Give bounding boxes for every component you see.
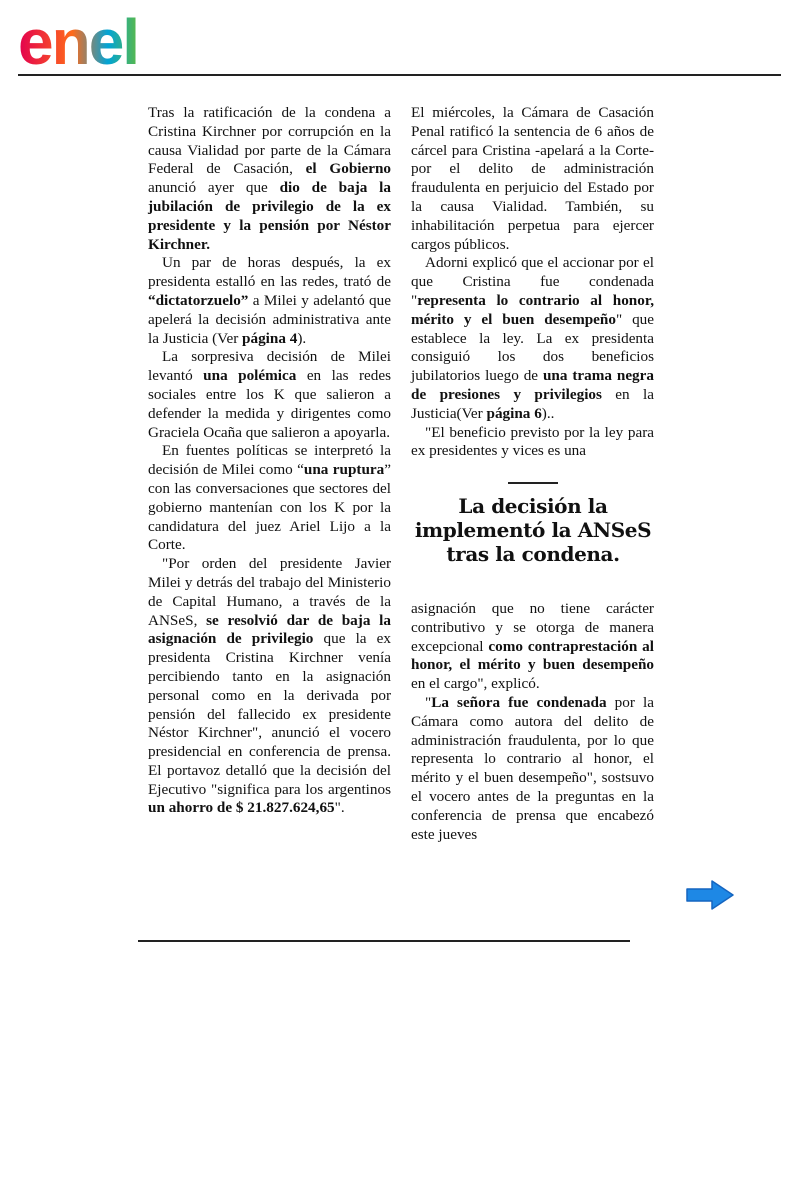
body-text: "El beneficio previsto por la ley para ex presidentes y vices es una: [411, 423, 654, 460]
body-text: en la Justicia(Ver: [411, 385, 654, 422]
body-text: La sorpresiva decisión de Milei levantó: [148, 348, 391, 385]
body-text: asignación que no tiene carácter contributivo y se otorga de manera excepcional: [411, 600, 654, 655]
article-left-column: [148, 104, 391, 818]
header-divider: [18, 74, 781, 76]
body-text: por la Cámara como autora del delito de administración fraudulenta, por lo que representa lo contrario al honor, el mérito y el buen desempeño", sostsuvo el vocero antes de la preguntas en la conferencia de prensa que encabezó este jueves: [411, 693, 654, 843]
logo-text: enel: [18, 8, 139, 70]
bold-text: página 6: [486, 404, 542, 422]
body-text: ".: [334, 799, 345, 817]
body-text: que la ex presidenta Cristina Kirchner venía percibiendo tanto en la asignación personal como en la derivada por pensión del fallecido ex presidente Néstor Kirchner", anunció el vocero presidencial en conferencia de prensa. El portavoz detalló que la decisión del Ejecutivo "significa para los argentinos: [148, 630, 391, 798]
pull-quote-text: La decisión la implementó la ANSeS tras la condena.: [414, 494, 652, 566]
enel-logo: [18, 8, 188, 70]
pull-quote: [408, 482, 658, 566]
body-text: a Milei y adelantó que apelerá la decisión administrativa ante la Justicia (Ver: [148, 291, 391, 347]
bold-text: una polémica: [203, 367, 297, 385]
bold-text: representa lo contrario al honor, mérito y el buen desempeño: [411, 291, 654, 328]
article-paragraph: [148, 555, 391, 818]
article-right-column-top: [411, 104, 654, 461]
bold-text: “dictatorzuelo”: [148, 291, 249, 309]
article-right-column-bottom: [411, 600, 654, 844]
bold-text: La señora fue condenada: [431, 693, 607, 711]
footer-divider: [138, 940, 630, 942]
bold-text: una trama negra de presiones y privilegios: [411, 367, 654, 403]
article-paragraph: [411, 600, 654, 694]
body-text: anunció ayer que: [148, 179, 280, 197]
right-arrow-icon[interactable]: [684, 878, 736, 912]
article-paragraph: [411, 254, 654, 423]
body-text: en el cargo", explicó.: [411, 675, 540, 693]
article-paragraph: [148, 254, 391, 348]
bold-text: un ahorro de $ 21.827.624,65: [148, 799, 335, 817]
bold-text: el Gobierno: [305, 160, 392, 178]
article-paragraph: [148, 348, 391, 442]
bold-text: página 4: [242, 329, 298, 347]
article-paragraph: [411, 424, 654, 462]
body-text: )..: [541, 404, 555, 422]
article-paragraph: [148, 442, 391, 555]
body-text: Un par de horas después, la ex presidenta estalló en las redes, trató de: [148, 254, 391, 291]
article-paragraph: [148, 104, 391, 254]
bold-text: se resolvió dar de baja la asignación de privilegio: [148, 611, 391, 648]
body-text: Tras la ratificación de la condena a Cristina Kirchner por corrupción en la causa Vialidad por parte de la Cámara Federal de Casación,: [148, 104, 391, 178]
pull-quote-rule: [508, 482, 558, 484]
article-paragraph: [411, 104, 654, 254]
bold-text: dio de baja la jubilación de privilegio de la ex presidente y la pensión por Néstor Kirchner.: [148, 179, 391, 253]
bold-text: una ruptura: [303, 461, 385, 479]
body-text: En fuentes políticas se interpretó la decisión de Milei como “: [148, 442, 391, 479]
body-text: en las redes sociales entre los K que salieron a defender la medida y dirigentes como Graciela Ocaña que salieron a apoyarla.: [148, 367, 391, 441]
body-text: ": [425, 693, 432, 711]
body-text: ” con las conversaciones que sectores del gobierno mantenían con los K por la candidatura del juez Ariel Lijo a la Corte.: [148, 461, 391, 554]
body-text: " que establece la ley. La ex presidenta consiguió los dos beneficios jubilatorios luego de: [411, 310, 654, 385]
body-text: Adorni explicó que el accionar por el que Cristina fue condenada ": [411, 254, 654, 309]
body-text: El miércoles, la Cámara de Casación Penal ratificó la sentencia de 6 años de cárcel para Cristina -apelará a la Corte- por el delito de administración fraudulenta en perjuicio del Estado por la causa Vialidad. También, su inhabilitación perpetua para ejercer cargos públicos.: [411, 104, 654, 253]
body-text: "Por orden del presidente Javier Milei y detrás del trabajo del Ministerio de Capital Humano, a través de la ANSeS,: [148, 555, 391, 629]
body-text: ).: [297, 329, 307, 347]
article-paragraph: [411, 694, 654, 844]
bold-text: como contraprestación al honor, el mérito y buen desempeño: [411, 637, 654, 674]
